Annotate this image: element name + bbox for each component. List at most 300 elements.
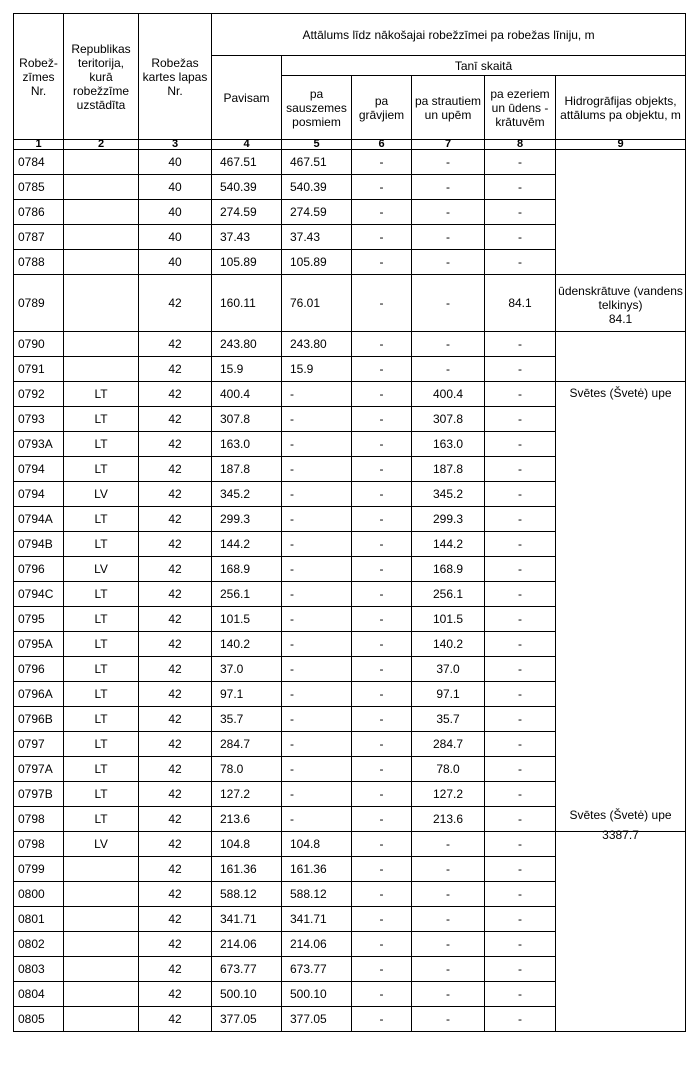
- cell-hydro-empty: [556, 832, 686, 1032]
- cell-streams: 144.2: [412, 532, 485, 557]
- cell-total: 140.2: [212, 632, 282, 657]
- cell-total: 37.0: [212, 657, 282, 682]
- cell-total: 105.89: [212, 250, 282, 275]
- cell-map-sheet: 42: [139, 832, 212, 857]
- column-number: 3: [139, 140, 212, 150]
- column-number: 7: [412, 140, 485, 150]
- cell-mark-nr: 0791: [14, 357, 64, 382]
- cell-ditches: -: [352, 532, 412, 557]
- cell-mark-nr: 0793A: [14, 432, 64, 457]
- cell-land: -: [282, 507, 352, 532]
- cell-map-sheet: 42: [139, 632, 212, 657]
- header-lakes: pa ezeriem un ūdens - krātuvēm: [485, 76, 556, 140]
- cell-land: 104.8: [282, 832, 352, 857]
- cell-streams: -: [412, 982, 485, 1007]
- cell-total: 467.51: [212, 150, 282, 175]
- cell-land: 500.10: [282, 982, 352, 1007]
- cell-land: -: [282, 632, 352, 657]
- cell-territory: LT: [64, 382, 139, 407]
- column-number: 1: [14, 140, 64, 150]
- cell-lakes: -: [485, 907, 556, 932]
- cell-ditches: -: [352, 732, 412, 757]
- cell-territory: LT: [64, 532, 139, 557]
- cell-land: 673.77: [282, 957, 352, 982]
- cell-mark-nr: 0804: [14, 982, 64, 1007]
- header-hydro: Hidrogrāfijas objekts, attālums pa objektu, m: [556, 76, 686, 140]
- cell-streams: -: [412, 332, 485, 357]
- cell-total: 500.10: [212, 982, 282, 1007]
- boundary-marks-table: [13, 13, 686, 1032]
- cell-streams: -: [412, 175, 485, 200]
- cell-territory: LT: [64, 657, 139, 682]
- cell-territory: [64, 357, 139, 382]
- cell-total: 78.0: [212, 757, 282, 782]
- cell-territory: [64, 982, 139, 1007]
- cell-mark-nr: 0794A: [14, 507, 64, 532]
- header-total: Pavisam: [212, 56, 282, 140]
- cell-map-sheet: 42: [139, 782, 212, 807]
- cell-total: 341.71: [212, 907, 282, 932]
- cell-ditches: -: [352, 707, 412, 732]
- cell-map-sheet: 42: [139, 607, 212, 632]
- cell-total: 307.8: [212, 407, 282, 432]
- cell-territory: [64, 250, 139, 275]
- cell-mark-nr: 0794B: [14, 532, 64, 557]
- cell-territory: [64, 882, 139, 907]
- cell-land: -: [282, 657, 352, 682]
- cell-mark-nr: 0798: [14, 832, 64, 857]
- cell-ditches: -: [352, 957, 412, 982]
- cell-mark-nr: 0792: [14, 382, 64, 407]
- cell-lakes: -: [485, 932, 556, 957]
- cell-territory: LV: [64, 482, 139, 507]
- cell-map-sheet: 42: [139, 582, 212, 607]
- cell-streams: 400.4: [412, 382, 485, 407]
- column-number: 6: [352, 140, 412, 150]
- cell-map-sheet: 42: [139, 732, 212, 757]
- cell-ditches: -: [352, 932, 412, 957]
- cell-territory: LT: [64, 607, 139, 632]
- cell-total: 101.5: [212, 607, 282, 632]
- header-ditches: pa grāvjiem: [352, 76, 412, 140]
- cell-streams: 307.8: [412, 407, 485, 432]
- cell-territory: [64, 932, 139, 957]
- hydro-reservoir-name: ūdenskrātuve (vandens telkinys): [558, 284, 683, 312]
- cell-map-sheet: 42: [139, 332, 212, 357]
- cell-mark-nr: 0794: [14, 457, 64, 482]
- cell-mark-nr: 0796B: [14, 707, 64, 732]
- cell-streams: -: [412, 907, 485, 932]
- cell-mark-nr: 0796A: [14, 682, 64, 707]
- cell-ditches: -: [352, 175, 412, 200]
- cell-map-sheet: 40: [139, 200, 212, 225]
- cell-land: 540.39: [282, 175, 352, 200]
- cell-territory: LT: [64, 582, 139, 607]
- cell-total: 144.2: [212, 532, 282, 557]
- cell-ditches: -: [352, 407, 412, 432]
- cell-territory: [64, 200, 139, 225]
- cell-territory: LT: [64, 732, 139, 757]
- cell-map-sheet: 42: [139, 357, 212, 382]
- cell-total: 400.4: [212, 382, 282, 407]
- cell-territory: LT: [64, 432, 139, 457]
- cell-lakes: -: [485, 582, 556, 607]
- cell-territory: LV: [64, 557, 139, 582]
- column-number-row: [14, 140, 686, 150]
- cell-ditches: -: [352, 432, 412, 457]
- cell-total: 168.9: [212, 557, 282, 582]
- cell-mark-nr: 0789: [14, 275, 64, 332]
- cell-mark-nr: 0793: [14, 407, 64, 432]
- cell-lakes: -: [485, 175, 556, 200]
- cell-territory: [64, 957, 139, 982]
- cell-ditches: -: [352, 482, 412, 507]
- cell-map-sheet: 42: [139, 1007, 212, 1032]
- cell-land: 588.12: [282, 882, 352, 907]
- cell-lakes: -: [485, 200, 556, 225]
- cell-map-sheet: 42: [139, 657, 212, 682]
- cell-total: 97.1: [212, 682, 282, 707]
- cell-lakes: -: [485, 1007, 556, 1032]
- header-distance-group: Attālums līdz nākošajai robežzīmei pa robežas līniju, m: [212, 14, 686, 56]
- column-number: 2: [64, 140, 139, 150]
- cell-mark-nr: 0794C: [14, 582, 64, 607]
- cell-lakes: -: [485, 957, 556, 982]
- cell-lakes: -: [485, 357, 556, 382]
- cell-ditches: -: [352, 200, 412, 225]
- cell-territory: [64, 332, 139, 357]
- cell-hydro-svetes: [556, 382, 686, 842]
- cell-map-sheet: 42: [139, 957, 212, 982]
- cell-streams: 163.0: [412, 432, 485, 457]
- cell-mark-nr: 0795: [14, 607, 64, 632]
- cell-map-sheet: 42: [139, 557, 212, 582]
- cell-territory: LT: [64, 407, 139, 432]
- cell-land: -: [282, 407, 352, 432]
- cell-lakes: -: [485, 982, 556, 1007]
- cell-streams: 140.2: [412, 632, 485, 657]
- cell-land: 37.43: [282, 225, 352, 250]
- cell-ditches: -: [352, 357, 412, 382]
- cell-total: 35.7: [212, 707, 282, 732]
- hydro-svetes-name: Svētes (Švetė) upe: [569, 808, 672, 822]
- cell-map-sheet: 42: [139, 707, 212, 732]
- header-map-sheet: Robežas kartes lapas Nr.: [139, 14, 212, 140]
- cell-lakes: -: [485, 832, 556, 857]
- cell-streams: 284.7: [412, 732, 485, 757]
- cell-mark-nr: 0786: [14, 200, 64, 225]
- cell-ditches: -: [352, 857, 412, 882]
- hydro-svetes-total: [556, 808, 685, 842]
- cell-ditches: -: [352, 982, 412, 1007]
- cell-map-sheet: 42: [139, 757, 212, 782]
- cell-lakes: -: [485, 782, 556, 807]
- cell-streams: 37.0: [412, 657, 485, 682]
- cell-hydro-reservoir: [556, 275, 686, 332]
- cell-total: 540.39: [212, 175, 282, 200]
- cell-mark-nr: 0784: [14, 150, 64, 175]
- cell-territory: [64, 225, 139, 250]
- cell-streams: -: [412, 200, 485, 225]
- cell-ditches: -: [352, 832, 412, 857]
- cell-mark-nr: 0805: [14, 1007, 64, 1032]
- cell-total: 213.6: [212, 807, 282, 832]
- cell-mark-nr: 0790: [14, 332, 64, 357]
- cell-mark-nr: 0797B: [14, 782, 64, 807]
- cell-streams: -: [412, 225, 485, 250]
- cell-territory: [64, 1007, 139, 1032]
- cell-total: 15.9: [212, 357, 282, 382]
- cell-territory: [64, 857, 139, 882]
- cell-ditches: -: [352, 807, 412, 832]
- cell-land: -: [282, 582, 352, 607]
- cell-total: 187.8: [212, 457, 282, 482]
- document: [13, 13, 686, 1032]
- cell-lakes: -: [485, 432, 556, 457]
- cell-territory: [64, 275, 139, 332]
- cell-mark-nr: 0798: [14, 807, 64, 832]
- cell-land: -: [282, 682, 352, 707]
- cell-lakes: -: [485, 557, 556, 582]
- table-row: [14, 332, 686, 357]
- cell-land: -: [282, 782, 352, 807]
- header-streams: pa strautiem un upēm: [412, 76, 485, 140]
- cell-land: 377.05: [282, 1007, 352, 1032]
- cell-lakes: -: [485, 607, 556, 632]
- cell-total: 160.11: [212, 275, 282, 332]
- cell-lakes: -: [485, 807, 556, 832]
- cell-streams: -: [412, 957, 485, 982]
- header-territory: Republikas teritorija, kurā robežzīme uzstādīta: [64, 14, 139, 140]
- cell-map-sheet: 42: [139, 882, 212, 907]
- cell-land: 274.59: [282, 200, 352, 225]
- cell-total: 127.2: [212, 782, 282, 807]
- cell-ditches: -: [352, 225, 412, 250]
- table-row: [14, 275, 686, 332]
- cell-streams: 127.2: [412, 782, 485, 807]
- cell-map-sheet: 42: [139, 682, 212, 707]
- cell-mark-nr: 0785: [14, 175, 64, 200]
- cell-streams: -: [412, 1007, 485, 1032]
- cell-total: 274.59: [212, 200, 282, 225]
- cell-mark-nr: 0797A: [14, 757, 64, 782]
- cell-total: 214.06: [212, 932, 282, 957]
- cell-total: 299.3: [212, 507, 282, 532]
- cell-lakes: -: [485, 382, 556, 407]
- cell-mark-nr: 0797: [14, 732, 64, 757]
- cell-map-sheet: 42: [139, 457, 212, 482]
- cell-lakes: -: [485, 857, 556, 882]
- cell-total: 673.77: [212, 957, 282, 982]
- table-body: [14, 150, 686, 1032]
- cell-map-sheet: 42: [139, 532, 212, 557]
- cell-total: 161.36: [212, 857, 282, 882]
- cell-map-sheet: 40: [139, 150, 212, 175]
- cell-mark-nr: 0796: [14, 557, 64, 582]
- cell-lakes: -: [485, 707, 556, 732]
- cell-map-sheet: 42: [139, 482, 212, 507]
- cell-total: 377.05: [212, 1007, 282, 1032]
- cell-map-sheet: 42: [139, 432, 212, 457]
- cell-land: -: [282, 382, 352, 407]
- cell-mark-nr: 0788: [14, 250, 64, 275]
- cell-streams: 168.9: [412, 557, 485, 582]
- cell-streams: -: [412, 250, 485, 275]
- cell-ditches: -: [352, 150, 412, 175]
- cell-land: 76.01: [282, 275, 352, 332]
- cell-land: -: [282, 707, 352, 732]
- cell-mark-nr: 0801: [14, 907, 64, 932]
- cell-territory: LT: [64, 632, 139, 657]
- cell-ditches: -: [352, 657, 412, 682]
- header-land: pa sauszemes posmiem: [282, 76, 352, 140]
- cell-streams: 78.0: [412, 757, 485, 782]
- cell-map-sheet: 42: [139, 407, 212, 432]
- cell-mark-nr: 0799: [14, 857, 64, 882]
- cell-land: -: [282, 807, 352, 832]
- cell-streams: -: [412, 357, 485, 382]
- cell-land: 467.51: [282, 150, 352, 175]
- cell-ditches: -: [352, 782, 412, 807]
- cell-lakes: -: [485, 225, 556, 250]
- cell-streams: 101.5: [412, 607, 485, 632]
- cell-ditches: -: [352, 332, 412, 357]
- cell-lakes: -: [485, 682, 556, 707]
- cell-territory: LV: [64, 832, 139, 857]
- cell-land: 15.9: [282, 357, 352, 382]
- cell-map-sheet: 42: [139, 275, 212, 332]
- cell-streams: 299.3: [412, 507, 485, 532]
- cell-land: -: [282, 457, 352, 482]
- cell-total: 588.12: [212, 882, 282, 907]
- cell-total: 284.7: [212, 732, 282, 757]
- cell-lakes: -: [485, 532, 556, 557]
- cell-map-sheet: 42: [139, 507, 212, 532]
- cell-lakes: -: [485, 657, 556, 682]
- cell-ditches: -: [352, 882, 412, 907]
- cell-mark-nr: 0787: [14, 225, 64, 250]
- cell-streams: 97.1: [412, 682, 485, 707]
- cell-total: 256.1: [212, 582, 282, 607]
- column-number: 8: [485, 140, 556, 150]
- cell-lakes: -: [485, 457, 556, 482]
- cell-ditches: -: [352, 632, 412, 657]
- hydro-svetes-length: 3387.7: [602, 828, 639, 842]
- cell-map-sheet: 40: [139, 225, 212, 250]
- cell-land: -: [282, 607, 352, 632]
- cell-ditches: -: [352, 607, 412, 632]
- cell-streams: 345.2: [412, 482, 485, 507]
- column-number: 5: [282, 140, 352, 150]
- cell-total: 104.8: [212, 832, 282, 857]
- cell-ditches: -: [352, 582, 412, 607]
- cell-ditches: -: [352, 507, 412, 532]
- cell-hydro-empty: [556, 332, 686, 382]
- cell-total: 163.0: [212, 432, 282, 457]
- cell-territory: LT: [64, 707, 139, 732]
- cell-territory: LT: [64, 457, 139, 482]
- cell-territory: LT: [64, 807, 139, 832]
- cell-ditches: -: [352, 382, 412, 407]
- cell-lakes: -: [485, 757, 556, 782]
- cell-map-sheet: 42: [139, 857, 212, 882]
- cell-ditches: -: [352, 457, 412, 482]
- table-row: [14, 382, 686, 407]
- cell-lakes: -: [485, 250, 556, 275]
- cell-ditches: -: [352, 557, 412, 582]
- table-row: [14, 150, 686, 175]
- cell-ditches: -: [352, 275, 412, 332]
- cell-streams: 213.6: [412, 807, 485, 832]
- cell-streams: -: [412, 882, 485, 907]
- cell-land: 243.80: [282, 332, 352, 357]
- cell-ditches: -: [352, 682, 412, 707]
- cell-lakes: -: [485, 407, 556, 432]
- cell-lakes: -: [485, 732, 556, 757]
- cell-map-sheet: 40: [139, 175, 212, 200]
- cell-streams: 256.1: [412, 582, 485, 607]
- cell-mark-nr: 0794: [14, 482, 64, 507]
- header-mark-nr: Robež-zīmes Nr.: [14, 14, 64, 140]
- cell-territory: LT: [64, 782, 139, 807]
- cell-land: 161.36: [282, 857, 352, 882]
- cell-streams: -: [412, 275, 485, 332]
- cell-lakes: -: [485, 482, 556, 507]
- cell-mark-nr: 0803: [14, 957, 64, 982]
- cell-ditches: -: [352, 1007, 412, 1032]
- cell-land: -: [282, 532, 352, 557]
- cell-total: 243.80: [212, 332, 282, 357]
- cell-land: 341.71: [282, 907, 352, 932]
- cell-territory: LT: [64, 682, 139, 707]
- cell-lakes: 84.1: [485, 275, 556, 332]
- cell-map-sheet: 40: [139, 250, 212, 275]
- hydro-svetes-top: Svētes (Švetė) upe: [569, 386, 672, 400]
- cell-land: 214.06: [282, 932, 352, 957]
- cell-mark-nr: 0796: [14, 657, 64, 682]
- cell-streams: 35.7: [412, 707, 485, 732]
- cell-territory: [64, 175, 139, 200]
- cell-mark-nr: 0795A: [14, 632, 64, 657]
- cell-hydro-empty: [556, 150, 686, 275]
- cell-streams: -: [412, 857, 485, 882]
- column-number: 4: [212, 140, 282, 150]
- cell-lakes: -: [485, 632, 556, 657]
- cell-ditches: -: [352, 907, 412, 932]
- cell-mark-nr: 0802: [14, 932, 64, 957]
- cell-ditches: -: [352, 250, 412, 275]
- cell-territory: [64, 150, 139, 175]
- cell-map-sheet: 42: [139, 382, 212, 407]
- cell-land: -: [282, 482, 352, 507]
- cell-lakes: -: [485, 882, 556, 907]
- hydro-reservoir-length: 84.1: [608, 312, 633, 326]
- cell-land: -: [282, 432, 352, 457]
- cell-land: -: [282, 557, 352, 582]
- cell-lakes: -: [485, 150, 556, 175]
- header-of-which: Tanī skaitā: [282, 56, 686, 76]
- cell-lakes: -: [485, 507, 556, 532]
- cell-streams: -: [412, 150, 485, 175]
- cell-ditches: -: [352, 757, 412, 782]
- cell-map-sheet: 42: [139, 932, 212, 957]
- cell-total: 37.43: [212, 225, 282, 250]
- cell-map-sheet: 42: [139, 982, 212, 1007]
- cell-map-sheet: 42: [139, 807, 212, 832]
- cell-land: -: [282, 732, 352, 757]
- cell-lakes: -: [485, 332, 556, 357]
- cell-land: 105.89: [282, 250, 352, 275]
